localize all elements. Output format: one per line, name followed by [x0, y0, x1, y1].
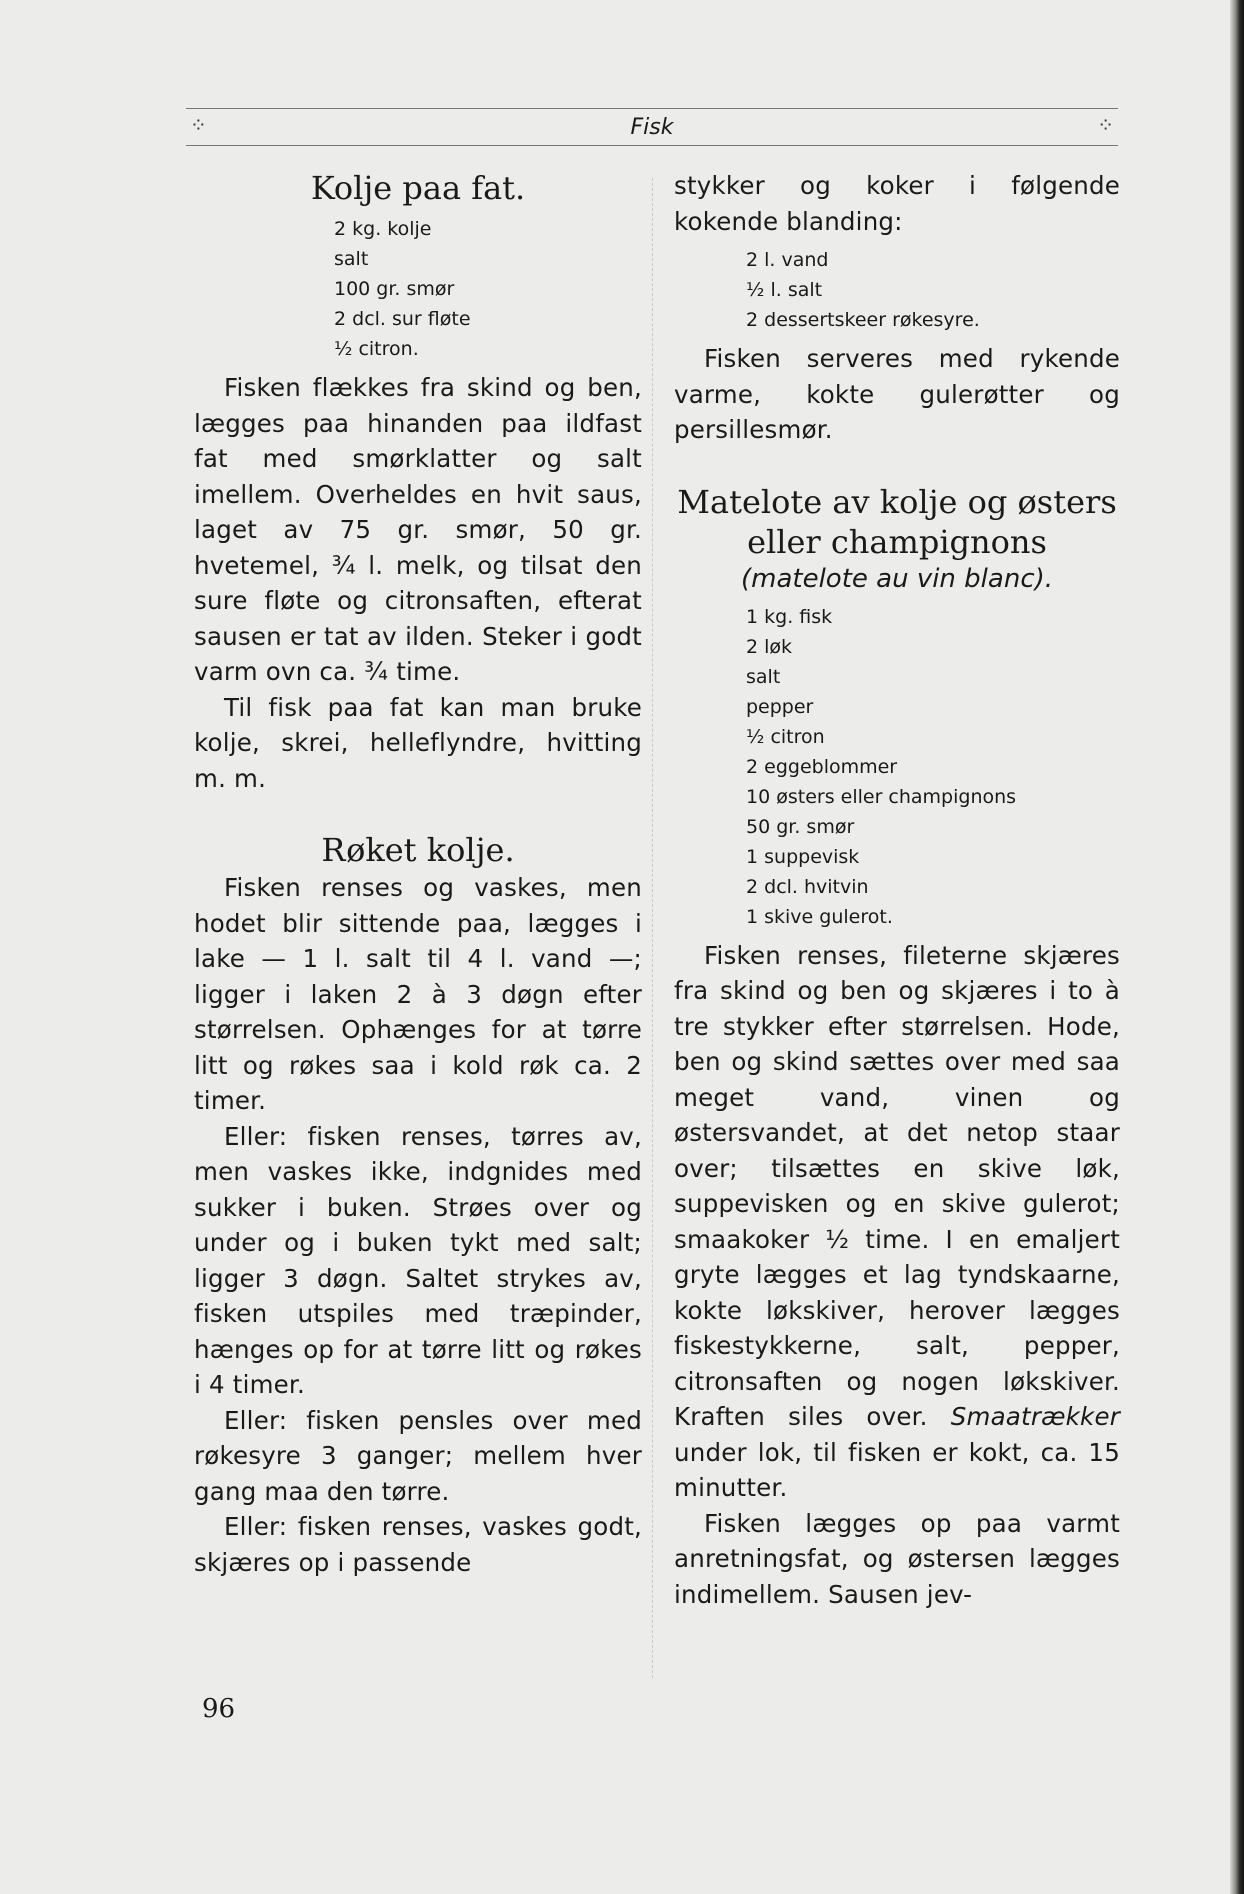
recipe-title-roket-kolje: Røket kolje. — [321, 831, 515, 869]
ingredient: 10 østers eller champignons — [746, 785, 1017, 808]
text-run: under lok, til fisken er kokt, ca. 15 minutter. — [674, 1437, 1120, 1502]
recipe-paragraph: Eller: fisken renses, tørres av, men vaskes ikke, indgnides med sukker i buken. Strøes over og under og i buken tykt med salt; ligger 3 døgn. Saltet strykes av, fisken utspiles med træpinder, hænges op for at tørre litt og røkes i 4 timer. — [194, 1121, 642, 1399]
ingredient: 2 løk — [746, 635, 793, 658]
recipe-paragraph: Fisken serveres med rykende varme, kokte gulerøtter og persillesmør. — [674, 344, 1120, 444]
recipe-paragraph: Eller: fisken pensles over med røkesyre 3 ganger; mellem hver gang maa den tørre. — [194, 1405, 642, 1506]
running-title: Fisk — [630, 115, 674, 140]
ingredient-list-matelote — [674, 602, 1120, 932]
ingredient: salt — [746, 665, 781, 688]
ingredient: ½ citron. — [334, 338, 419, 360]
ingredient: 1 suppevisk — [746, 845, 860, 868]
ingredient: ½ citron — [746, 725, 825, 748]
page-number: 96 — [202, 1694, 236, 1724]
ingredient: 2 l. vand — [746, 249, 829, 271]
recipe-title-matelote: Matelote av kolje og østers eller champignons — [677, 482, 1117, 561]
recipe-paragraph: Fisken lægges op paa varmt anretningsfat, og østersen lægges indimellem. Sausen jev- — [674, 1508, 1120, 1609]
ingredient: 50 gr. smør — [746, 815, 855, 838]
recipe-paragraph: Eller: fisken renses, vaskes godt, skjæres op i passende — [194, 1512, 642, 1577]
ingredient: 1 skive gulerot. — [746, 905, 893, 928]
page-edge-shadow — [1230, 0, 1244, 1894]
ingredient-list-kolje-paa-fat — [194, 214, 642, 364]
ornament-right-icon: ⁘ — [1097, 113, 1114, 137]
recipe-paragraph-continued: stykker og koker i følgende kokende blanding: — [674, 171, 1120, 236]
ingredient: 2 dcl. hvitvin — [746, 875, 869, 898]
left-column — [194, 168, 642, 1580]
recipe-paragraph — [674, 938, 1120, 1506]
running-header — [186, 108, 1118, 146]
ingredient: 100 gr. smør — [334, 278, 455, 300]
ingredient: 2 eggeblommer — [746, 755, 898, 778]
recipe-paragraph: Fisken renses og vaskes, men hodet blir sittende paa, lægges i lake — 1 l. salt til 4 l. vand —; ligger i laken 2 à 3 døgn efter størrelsen. Ophænges for at tørre litt og røkes saa i kold røk ca. 2 timer. — [194, 873, 642, 1115]
text-run: Fisken renses, fileterne skjæres fra skind og ben og skjæres i to à tre stykker efter størrelsen. Hode, ben og skind sættes over med saa meget vand, vinen og østersvandet, at det netop staar over; tilsættes en skive løk, suppevisken og en skive gulerot; smaakoker ½ time. I en emaljert gryte lægges et lag tyndskaarne, kokte løkskiver, herover lægges fiskestykkerne, salt, pepper, citronsaften og nogen løkskiver. Kraften siles over. — [674, 940, 1120, 1431]
recipe-paragraph: Fisken flækkes fra skind og ben, lægges paa hinanden paa ildfast fat med smørklatter og salt imellem. Overheldes en hvit saus, laget av 75 gr. smør, 50 gr. hvetemel, ¾ l. melk, og tilsat den sure fløte og citronsaften, efterat sausen er tat av ilden. Steker i godt varm ovn ca. ¾ time. — [194, 373, 642, 686]
ingredient: pepper — [746, 695, 814, 718]
right-column — [674, 168, 1120, 1612]
emphasis-smaatrekker: Smaatrækker — [950, 1402, 1120, 1431]
column-divider — [652, 178, 653, 1678]
recipe-subtitle-matelote: (matelote au vin blanc). — [740, 563, 1054, 594]
ingredient: 2 dessertskeer røkesyre. — [746, 309, 980, 331]
ingredient: salt — [334, 248, 369, 270]
spacer — [194, 796, 642, 830]
ingredient: 1 kg. fisk — [746, 605, 833, 628]
recipe-paragraph: Til fisk paa fat kan man bruke kolje, skrei, helleflyndre, hvitting m. m. — [194, 692, 642, 793]
ingredient-list-roke-blanding — [674, 245, 1120, 335]
recipe-title-kolje-paa-fat: Kolje paa fat. — [310, 169, 526, 207]
ingredient: 2 dcl. sur fløte — [334, 308, 471, 330]
ingredient: 2 kg. kolje — [334, 218, 432, 240]
ornament-left-icon: ⁘ — [190, 113, 207, 137]
ingredient: ½ l. salt — [746, 279, 823, 301]
spacer — [674, 448, 1120, 482]
